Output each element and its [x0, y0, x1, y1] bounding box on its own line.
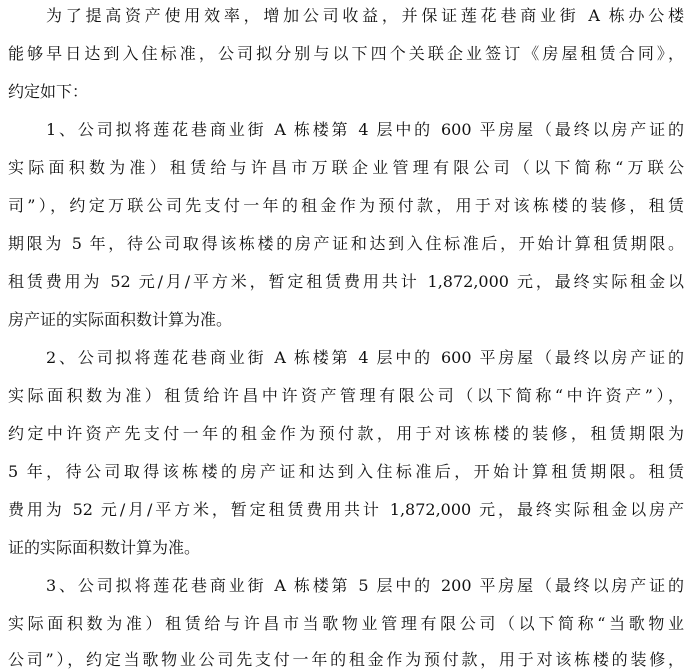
paragraph-1-line-6: 房产证的实际面积数计算为准。: [8, 310, 233, 329]
paragraph-2-line-5: 费用为 52 元/月/平方米，暂定租赁费用共计 1,872,000 元，最终实际租金以房产: [8, 500, 684, 519]
paragraph-1-line-4: 期限为 5 年，待公司取得该栋楼的房产证和达到入住标准后，开始计算租赁期限。: [8, 234, 684, 253]
paragraph-intro-line-3: 约定如下：: [8, 82, 89, 101]
paragraph-3-line-2: 实际面积数为准）租赁给与许昌市当歌物业管理有限公司（以下简称“当歌物业: [8, 614, 684, 633]
paragraph-intro-line-2: 能够早日达到入住标准，公司拟分别与以下四个关联企业签订《房屋租赁合同》，: [8, 44, 684, 63]
paragraph-2-line-4: 5 年，待公司取得该栋楼的房产证和达到入住标准后，开始计算租赁期限。租赁: [8, 462, 684, 481]
paragraph-intro-line-1: 为了提高资产使用效率，增加公司收益，并保证莲花巷商业街 A 栋办公楼: [46, 6, 684, 25]
paragraph-1-line-2: 实际面积数为准）租赁给与许昌市万联企业管理有限公司（以下简称“万联公: [8, 158, 684, 177]
paragraph-3-line-1: 3、公司拟将莲花巷商业街 A 栋楼第 5 层中的 200 平房屋（最终以房产证的: [46, 576, 684, 595]
paragraph-1-line-5: 租赁费用为 52 元/月/平方米，暂定租赁费用共计 1,872,000 元，最终实际租金以: [8, 272, 684, 291]
paragraph-1-line-3: 司”），约定万联公司先支付一年的租金作为预付款，用于对该栋楼的装修，租赁: [8, 196, 684, 215]
paragraph-2-line-3: 约定中许资产先支付一年的租金作为预付款，用于对该栋楼的装修，租赁期限为: [8, 424, 684, 443]
paragraph-2-line-2: 实际面积数为准）租赁给许昌中许资产管理有限公司（以下简称“中许资产”），: [8, 386, 684, 405]
paragraph-2-line-6: 证的实际面积数计算为准。: [8, 538, 201, 557]
paragraph-2-line-1: 2、公司拟将莲花巷商业街 A 栋楼第 4 层中的 600 平房屋（最终以房产证的: [46, 348, 684, 367]
paragraph-3-line-3: 公司”），约定当歌物业公司先支付一年的租金作为预付款，用于对该栋楼的装修，: [8, 650, 684, 669]
paragraph-1-line-1: 1、公司拟将莲花巷商业街 A 栋楼第 4 层中的 600 平房屋（最终以房产证的: [46, 120, 684, 139]
